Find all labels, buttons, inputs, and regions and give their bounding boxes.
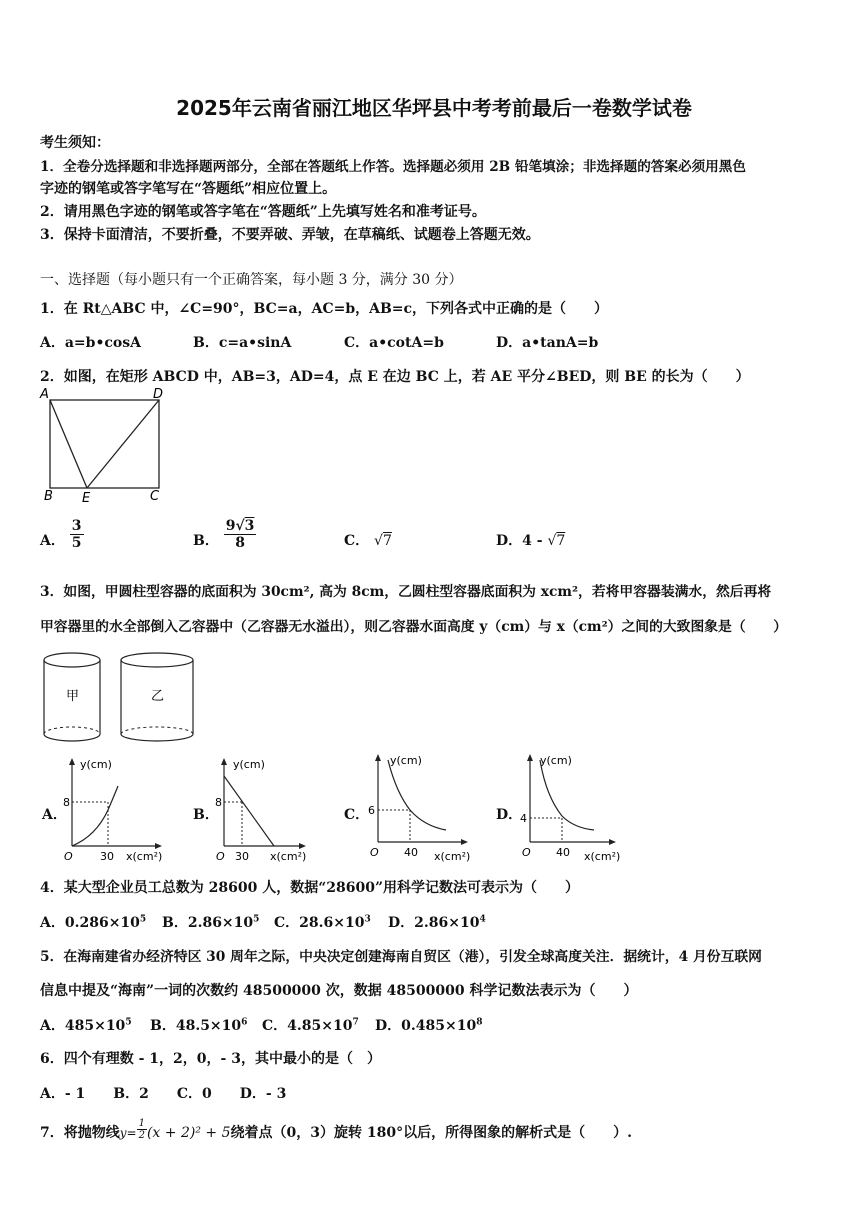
q2-option-d-radicand: 7: [556, 533, 566, 549]
q3-graph-d: [514, 752, 630, 866]
notice-line-1a: 1．全卷分选择题和非选择题两部分，全部在答题纸上作答。选择题必须用 2B 铅笔填涂；非选择题的答案必须用黑色: [40, 159, 746, 175]
q3-graph-b: [208, 756, 318, 866]
q1-stem: 1．在 Rt△ABC 中，∠C=90°，BC=a，AC=b，AB=c，下列各式中正确的是（ ）: [40, 301, 609, 317]
q2-option-d-prefix: 4 -: [522, 533, 548, 549]
q2-option-b-denominator: 8: [235, 534, 245, 551]
q2-option-a-fraction: [70, 518, 84, 551]
q7-y: y=: [119, 1126, 137, 1140]
notice-heading: 考生须知：: [40, 135, 110, 151]
notice-line-1b: 字迹的钢笔或答字笔写在“答题纸”相应位置上。: [40, 181, 337, 197]
q2-option-a-numerator: 3: [71, 517, 82, 534]
q4-option-b: B．$2.86\times 10^5$: [162, 914, 260, 931]
q7-fraction: $\frac{1}{2}$: [138, 1117, 145, 1141]
q4-stem: 4．某大型企业员工总数为 28600 人，数据“28600”用科学记数法可表示为（ ）: [40, 880, 580, 896]
q6-stem: 6．四个有理数 - 1，2，0，- 3，其中最小的是（ ）: [40, 1051, 381, 1067]
svg-text:40: 40: [556, 846, 570, 859]
svg-text:O: O: [216, 850, 225, 863]
q2-option-b-numerator: 9√3: [225, 517, 255, 534]
cylinder-jia-label: 甲: [66, 689, 80, 704]
q5-stem-2: 信息中提及“海南”一词的次数约 48500000 次，数据 48500000 科学记数法表示为（ ）: [40, 983, 638, 999]
svg-text:8: 8: [215, 796, 222, 809]
q1-option-c: C．a•cotA=b: [344, 335, 444, 351]
q6-options: A．- 1 B．2 C．0 D．- 3: [40, 1086, 287, 1102]
notice-line-2: 2．请用黑色字迹的钢笔或答字笔在“答题纸”上先填写姓名和准考证号。: [40, 204, 486, 220]
notice-line-3: 3．保持卡面清洁，不要折叠，不要弄破、弄皱，在草稿纸、试题卷上答题无效。: [40, 227, 540, 243]
svg-text:y(cm): y(cm): [540, 754, 572, 767]
cylinder-yi-label: 乙: [151, 689, 165, 704]
q2-rectangle-figure: [38, 386, 173, 506]
q3-option-d-label: D．: [496, 807, 523, 823]
svg-text:y(cm): y(cm): [233, 758, 265, 771]
q7-expression: (x + 2)² + 5: [146, 1125, 231, 1141]
q2-option-a-denominator: 5: [71, 534, 82, 551]
q3-graph-c: [362, 752, 482, 866]
q2-option-c-label: C．: [344, 533, 370, 549]
q2-label-e: E: [82, 491, 91, 506]
svg-text:y(cm): y(cm): [80, 758, 112, 771]
svg-text:x(cm²): x(cm²): [434, 850, 471, 863]
svg-text:y(cm): y(cm): [390, 754, 422, 767]
q7-stem: [40, 1117, 632, 1142]
svg-text:x(cm²): x(cm²): [584, 850, 621, 863]
svg-text:30: 30: [235, 850, 249, 863]
q2-stem: 2．如图，在矩形 ABCD 中，AB=3，AD=4，点 E 在边 BC 上，若 AE 平分∠BED，则 BE 的长为（ ）: [40, 369, 750, 385]
q4-option-a: A．$0.286\times 10^5$: [40, 914, 147, 931]
svg-text:O: O: [64, 850, 73, 863]
svg-text:8: 8: [63, 796, 70, 809]
q2-label-b: B: [44, 489, 53, 504]
svg-text:O: O: [370, 846, 379, 859]
q2-label-c: C: [150, 489, 160, 504]
q2-option-a-label: A．: [40, 533, 65, 549]
page-title: 2025年云南省丽江地区华坪县中考考前最后一卷数学试卷: [176, 96, 692, 120]
q2-option-d: D．4 - √7: [496, 533, 566, 549]
q3-option-c-label: C．: [344, 807, 370, 823]
svg-text:O: O: [522, 846, 531, 859]
q4-option-c: C．$28.6\times 10^3$: [274, 914, 371, 931]
q1-option-d: D．a•tanA=b: [496, 335, 599, 351]
q2-option-a: [40, 517, 84, 551]
q5-stem-1: 5．在海南建省办经济特区 30 周年之际，中央决定创建海南自贸区（港），引发全球高度关注．据统计，4 月份互联网: [40, 949, 762, 965]
svg-text:30: 30: [100, 850, 114, 863]
q2-option-b: [193, 517, 256, 551]
q2-option-c: C． √7: [344, 533, 392, 549]
q2-option-d-label: D．: [496, 533, 523, 549]
q2-option-b-label: B．: [193, 533, 219, 549]
q5-option-a: A．$485\times 10^5$: [40, 1017, 132, 1034]
svg-text:x(cm²): x(cm²): [126, 850, 163, 863]
q7-prefix: 7．将抛物线: [40, 1125, 120, 1141]
q3-graph-a: [58, 756, 173, 866]
q5-option-d: D．$0.485\times 10^8$: [375, 1017, 483, 1034]
q3-option-b-label: B．: [193, 807, 219, 823]
svg-text:6: 6: [368, 804, 375, 817]
svg-text:x(cm²): x(cm²): [270, 850, 307, 863]
q4-option-d: D．$2.86\times 10^4$: [388, 914, 486, 931]
q7-suffix: 绕着点（0，3）旋转 180°以后，所得图象的解析式是（ ）.: [230, 1125, 632, 1141]
svg-text:40: 40: [404, 846, 418, 859]
q2-option-c-radicand: 7: [382, 533, 392, 549]
q5-option-b: B．$48.5\times 10^6$: [150, 1017, 248, 1034]
q2-label-a: A: [40, 387, 49, 402]
q3-stem-2: 甲容器里的水全部倒入乙容器中（乙容器无水溢出），则乙容器水面高度 y（cm）与 x（cm²）之间的大致图象是（ ）: [40, 619, 788, 635]
q5-option-c: C．$4.85\times 10^7$: [262, 1017, 359, 1034]
q2-label-d: D: [153, 387, 164, 402]
section-heading: 一、选择题（每小题只有一个正确答案，每小题 3 分，满分 30 分）: [40, 272, 463, 288]
q3-stem-1: 3．如图，甲圆柱型容器的底面积为 30cm², 高为 8cm，乙圆柱型容器底面积为 xcm²，若将甲容器装满水，然后再将: [40, 584, 772, 600]
svg-text:4: 4: [520, 812, 527, 825]
q1-option-b: B．c=a•sinA: [193, 335, 292, 351]
q3-option-a-label: A．: [42, 807, 67, 823]
q1-option-a: A．a=b•cosA: [40, 335, 142, 351]
q2-option-b-fraction: [224, 518, 257, 551]
q3-cylinders-figure: [40, 648, 200, 748]
